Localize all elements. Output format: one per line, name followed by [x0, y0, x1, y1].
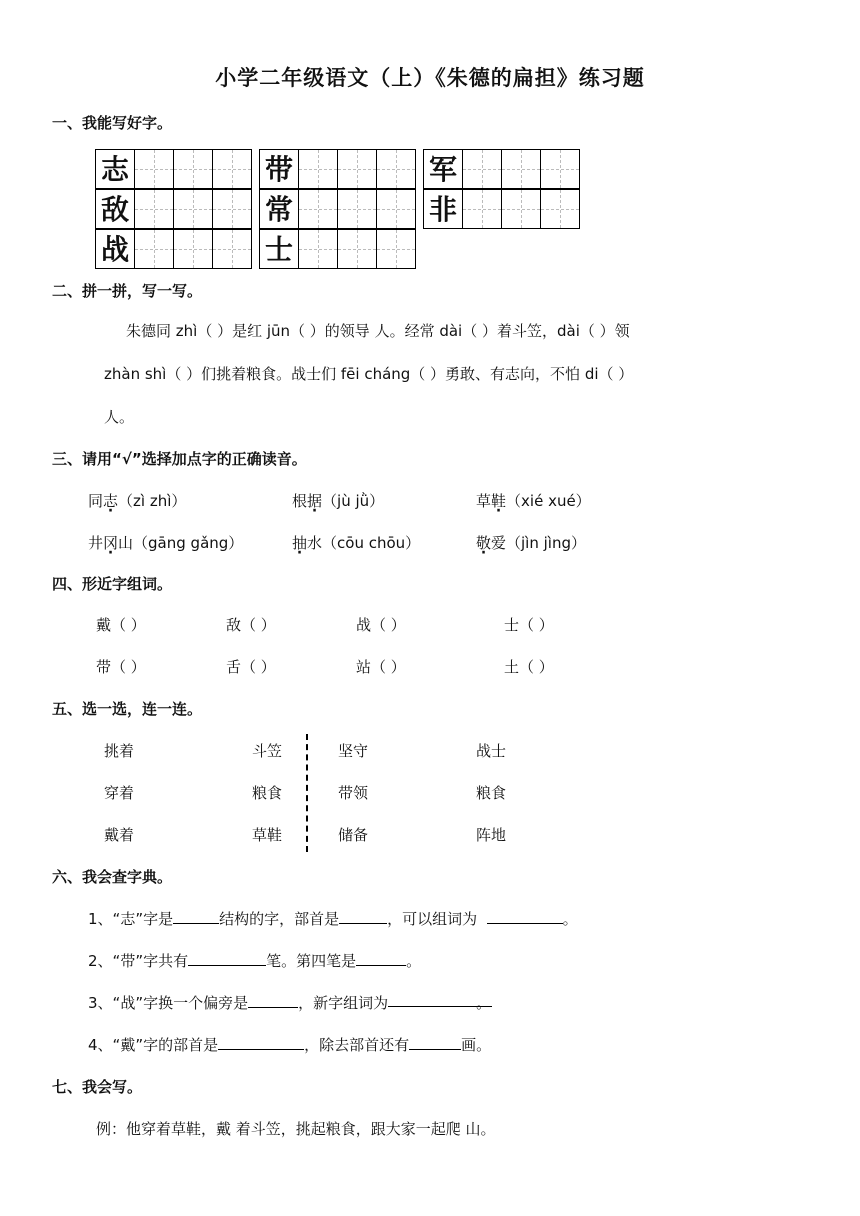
dotted-char: 志: [103, 492, 119, 510]
answer-blank[interactable]: [339, 909, 387, 924]
dotted-char: 抽: [292, 534, 308, 552]
writing-cell[interactable]: [173, 229, 213, 269]
model-char: 带: [259, 149, 299, 189]
writing-cell[interactable]: [337, 189, 377, 229]
model-char: 军: [423, 149, 463, 189]
pronunciation-item: 根据（jù jǜ）: [292, 492, 385, 510]
match-item[interactable]: 战士: [476, 742, 507, 760]
word-item: 站（ ）: [356, 658, 406, 676]
word-item: 戴（ ）: [96, 616, 146, 634]
match-item[interactable]: 储备: [338, 826, 369, 844]
match-item[interactable]: 坚守: [338, 742, 369, 760]
answer-blank[interactable]: [356, 951, 406, 966]
dotted-char: 敬: [476, 534, 492, 552]
dotted-char: 据: [307, 492, 323, 510]
writing-cell[interactable]: [540, 149, 580, 189]
pronunciation-item: 敬爱（jìn jìng）: [476, 534, 586, 552]
writing-cell[interactable]: [212, 149, 252, 189]
char-grid: [424, 150, 580, 189]
writing-cell[interactable]: [298, 189, 338, 229]
dictionary-question-2: 2、“带”字共有 笔。第四笔是 。: [88, 952, 422, 970]
writing-cell[interactable]: [298, 149, 338, 189]
writing-cell[interactable]: [337, 229, 377, 269]
writing-cell[interactable]: [212, 229, 252, 269]
dotted-char: 冈: [103, 534, 119, 552]
answer-blank[interactable]: [409, 1035, 461, 1050]
pinyin-line-2: zhàn shì（ ）们挑着粮食。战士们 fēi cháng（ ）勇敢、有志向，不怕 di（ ）: [104, 365, 634, 383]
match-item[interactable]: 斗笠: [252, 742, 283, 760]
divider-line: [306, 734, 308, 852]
section-4-heading: 四、形近字组词。: [52, 575, 173, 593]
match-item[interactable]: 草鞋: [252, 826, 283, 844]
char-grid: [260, 230, 416, 269]
char-grid: [96, 230, 252, 269]
writing-cell[interactable]: [173, 189, 213, 229]
writing-cell[interactable]: [212, 189, 252, 229]
word-item: 带（ ）: [96, 658, 146, 676]
dotted-char: 鞋: [491, 492, 507, 510]
model-char: 常: [259, 189, 299, 229]
writing-cell[interactable]: [134, 189, 174, 229]
writing-cell[interactable]: [462, 149, 502, 189]
answer-blank[interactable]: [248, 993, 298, 1008]
section-1-heading: 一、我能写好字。: [52, 114, 173, 132]
writing-cell[interactable]: [501, 149, 541, 189]
word-item: 土（ ）: [504, 658, 554, 676]
model-char: 士: [259, 229, 299, 269]
model-char: 敌: [95, 189, 135, 229]
match-item[interactable]: 粮食: [252, 784, 283, 802]
pronunciation-item: 井冈山（gāng gǎng）: [88, 534, 244, 552]
section-3-heading: 三、请用“√”选择加点字的正确读音。: [52, 450, 307, 468]
match-item[interactable]: 戴着: [104, 826, 135, 844]
writing-cell[interactable]: [134, 149, 174, 189]
writing-cell[interactable]: [173, 149, 213, 189]
word-item: 士（ ）: [504, 616, 554, 634]
match-item[interactable]: 带领: [338, 784, 369, 802]
match-item[interactable]: 穿着: [104, 784, 135, 802]
writing-cell[interactable]: [540, 189, 580, 229]
char-grid: [260, 190, 416, 229]
pronunciation-item: 抽水（cōu chōu）: [292, 534, 421, 552]
writing-cell[interactable]: [337, 149, 377, 189]
pinyin-line-1: 朱德同 zhì（ ）是红 jūn（ ）的领导 人。经常 dài（ ）着斗笠，dài（ ）领: [126, 322, 630, 340]
example-sentence: 例：他穿着草鞋，戴 着斗笠，挑起粮食，跟大家一起爬 山。: [96, 1120, 496, 1138]
match-item[interactable]: 粮食: [476, 784, 507, 802]
pronunciation-item: 同志（zì zhì）: [88, 492, 187, 510]
answer-blank[interactable]: 。: [388, 992, 492, 1007]
writing-cell[interactable]: [501, 189, 541, 229]
page-title: 小学二年级语文（上）《朱德的扁担》练习题: [215, 66, 645, 90]
section-2-heading: 二、拼一拼，写一写。: [52, 282, 203, 300]
answer-blank[interactable]: [188, 951, 266, 966]
match-item[interactable]: 挑着: [104, 742, 135, 760]
section-7-heading: 七、我会写。: [52, 1078, 143, 1096]
char-grid: [96, 150, 252, 189]
section-5-heading: 五、选一选，连一连。: [52, 700, 203, 718]
pronunciation-item: 草鞋（xié xué）: [476, 492, 591, 510]
char-grid: [260, 150, 416, 189]
dictionary-question-4: 4、“戴”字的部首是 ，除去部首还有 画。: [88, 1036, 492, 1054]
word-item: 敌（ ）: [226, 616, 276, 634]
writing-cell[interactable]: [134, 229, 174, 269]
model-char: 志: [95, 149, 135, 189]
dictionary-question-1: 1、“志”字是 结构的字，部首是 ，可以组词为 。: [88, 910, 578, 928]
answer-blank[interactable]: [218, 1035, 304, 1050]
pinyin-line-3: 人。: [104, 408, 135, 426]
match-item[interactable]: 阵地: [476, 826, 507, 844]
char-grid: [424, 190, 580, 229]
dictionary-question-3: 3、“战”字换一个偏旁是 ，新字组词为 。: [88, 994, 492, 1012]
writing-cell[interactable]: [376, 189, 416, 229]
word-item: 战（ ）: [356, 616, 406, 634]
writing-cell[interactable]: [376, 229, 416, 269]
writing-cell[interactable]: [462, 189, 502, 229]
word-item: 舌（ ）: [226, 658, 276, 676]
section-6-heading: 六、我会查字典。: [52, 868, 173, 886]
model-char: 非: [423, 189, 463, 229]
answer-blank[interactable]: [487, 909, 563, 924]
char-grid: [96, 190, 252, 229]
answer-blank[interactable]: [173, 909, 219, 924]
writing-cell[interactable]: [376, 149, 416, 189]
writing-cell[interactable]: [298, 229, 338, 269]
model-char: 战: [95, 229, 135, 269]
